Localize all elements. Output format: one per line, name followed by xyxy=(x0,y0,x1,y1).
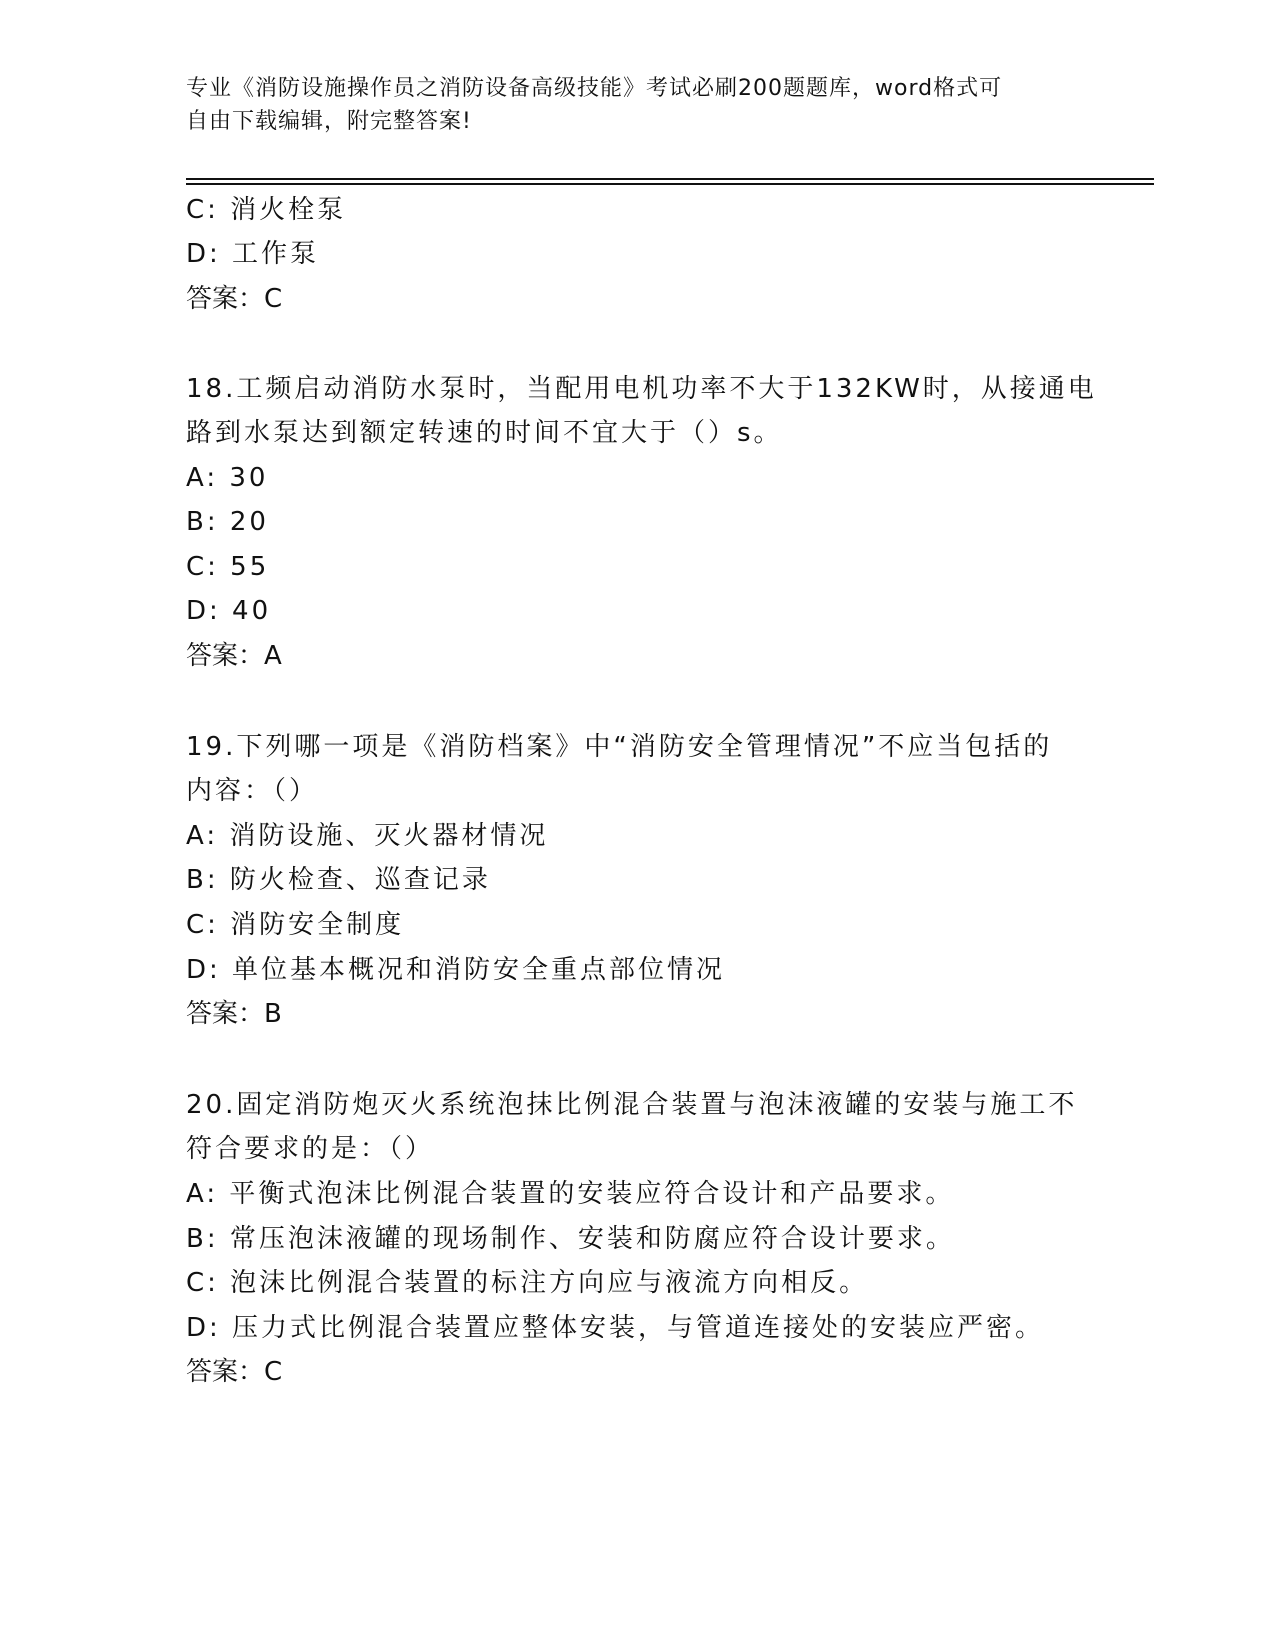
q20-answer: 答案：C xyxy=(186,1357,283,1387)
q19-option-b: B: 防火检查、巡查记录 xyxy=(186,865,491,895)
q18-stem-line-2: 路到水泵达到额定转速的时间不宜大于（）s。 xyxy=(186,418,783,448)
document-header xyxy=(186,72,1066,138)
q17-option-c: C: 消火栓泵 xyxy=(186,195,347,225)
header-rule-top xyxy=(186,178,1154,180)
q19-option-a: A: 消防设施、灭火器材情况 xyxy=(186,821,549,851)
q19-answer: 答案：B xyxy=(186,999,282,1029)
q20-option-a: A: 平衡式泡沫比例混合装置的安装应符合设计和产品要求。 xyxy=(186,1179,955,1209)
q18-option-d: D: 40 xyxy=(186,596,272,626)
q20-stem-line-1: 20.固定消防炮灭火系统泡抹比例混合装置与泡沫液罐的安装与施工不 xyxy=(186,1090,1078,1120)
q18-option-a: A: 30 xyxy=(186,463,269,493)
header-rule-bottom xyxy=(186,183,1154,185)
q17-option-d: D: 工作泵 xyxy=(186,239,320,269)
q18-answer: 答案：A xyxy=(186,641,282,671)
q19-stem-line-1: 19.下列哪一项是《消防档案》中“消防安全管理情况”不应当包括的 xyxy=(186,732,1053,762)
q20-option-d: D: 压力式比例混合装置应整体安装，与管道连接处的安装应严密。 xyxy=(186,1313,1045,1343)
q20-option-c: C: 泡沫比例混合装置的标注方向应与液流方向相反。 xyxy=(186,1268,869,1298)
q19-stem-line-2: 内容：（） xyxy=(186,776,319,806)
header-line-2: 自由下载编辑，附完整答案! xyxy=(186,109,472,134)
header-line-1: 专业《消防设施操作员之消防设备高级技能》考试必刷200题题库，word格式可 xyxy=(186,76,1003,101)
q20-stem-line-2: 符合要求的是：（） xyxy=(186,1134,435,1164)
q18-stem-line-1: 18.工频启动消防水泵时，当配用电机功率不大于132KW时，从接通电 xyxy=(186,374,1097,404)
q18-option-c: C: 55 xyxy=(186,552,270,582)
q19-option-d: D: 单位基本概况和消防安全重点部位情况 xyxy=(186,955,726,985)
q17-answer: 答案：C xyxy=(186,284,283,314)
q20-option-b: B: 常压泡沫液罐的现场制作、安装和防腐应符合设计要求。 xyxy=(186,1224,955,1254)
q18-option-b: B: 20 xyxy=(186,507,269,537)
q19-option-c: C: 消防安全制度 xyxy=(186,910,405,940)
